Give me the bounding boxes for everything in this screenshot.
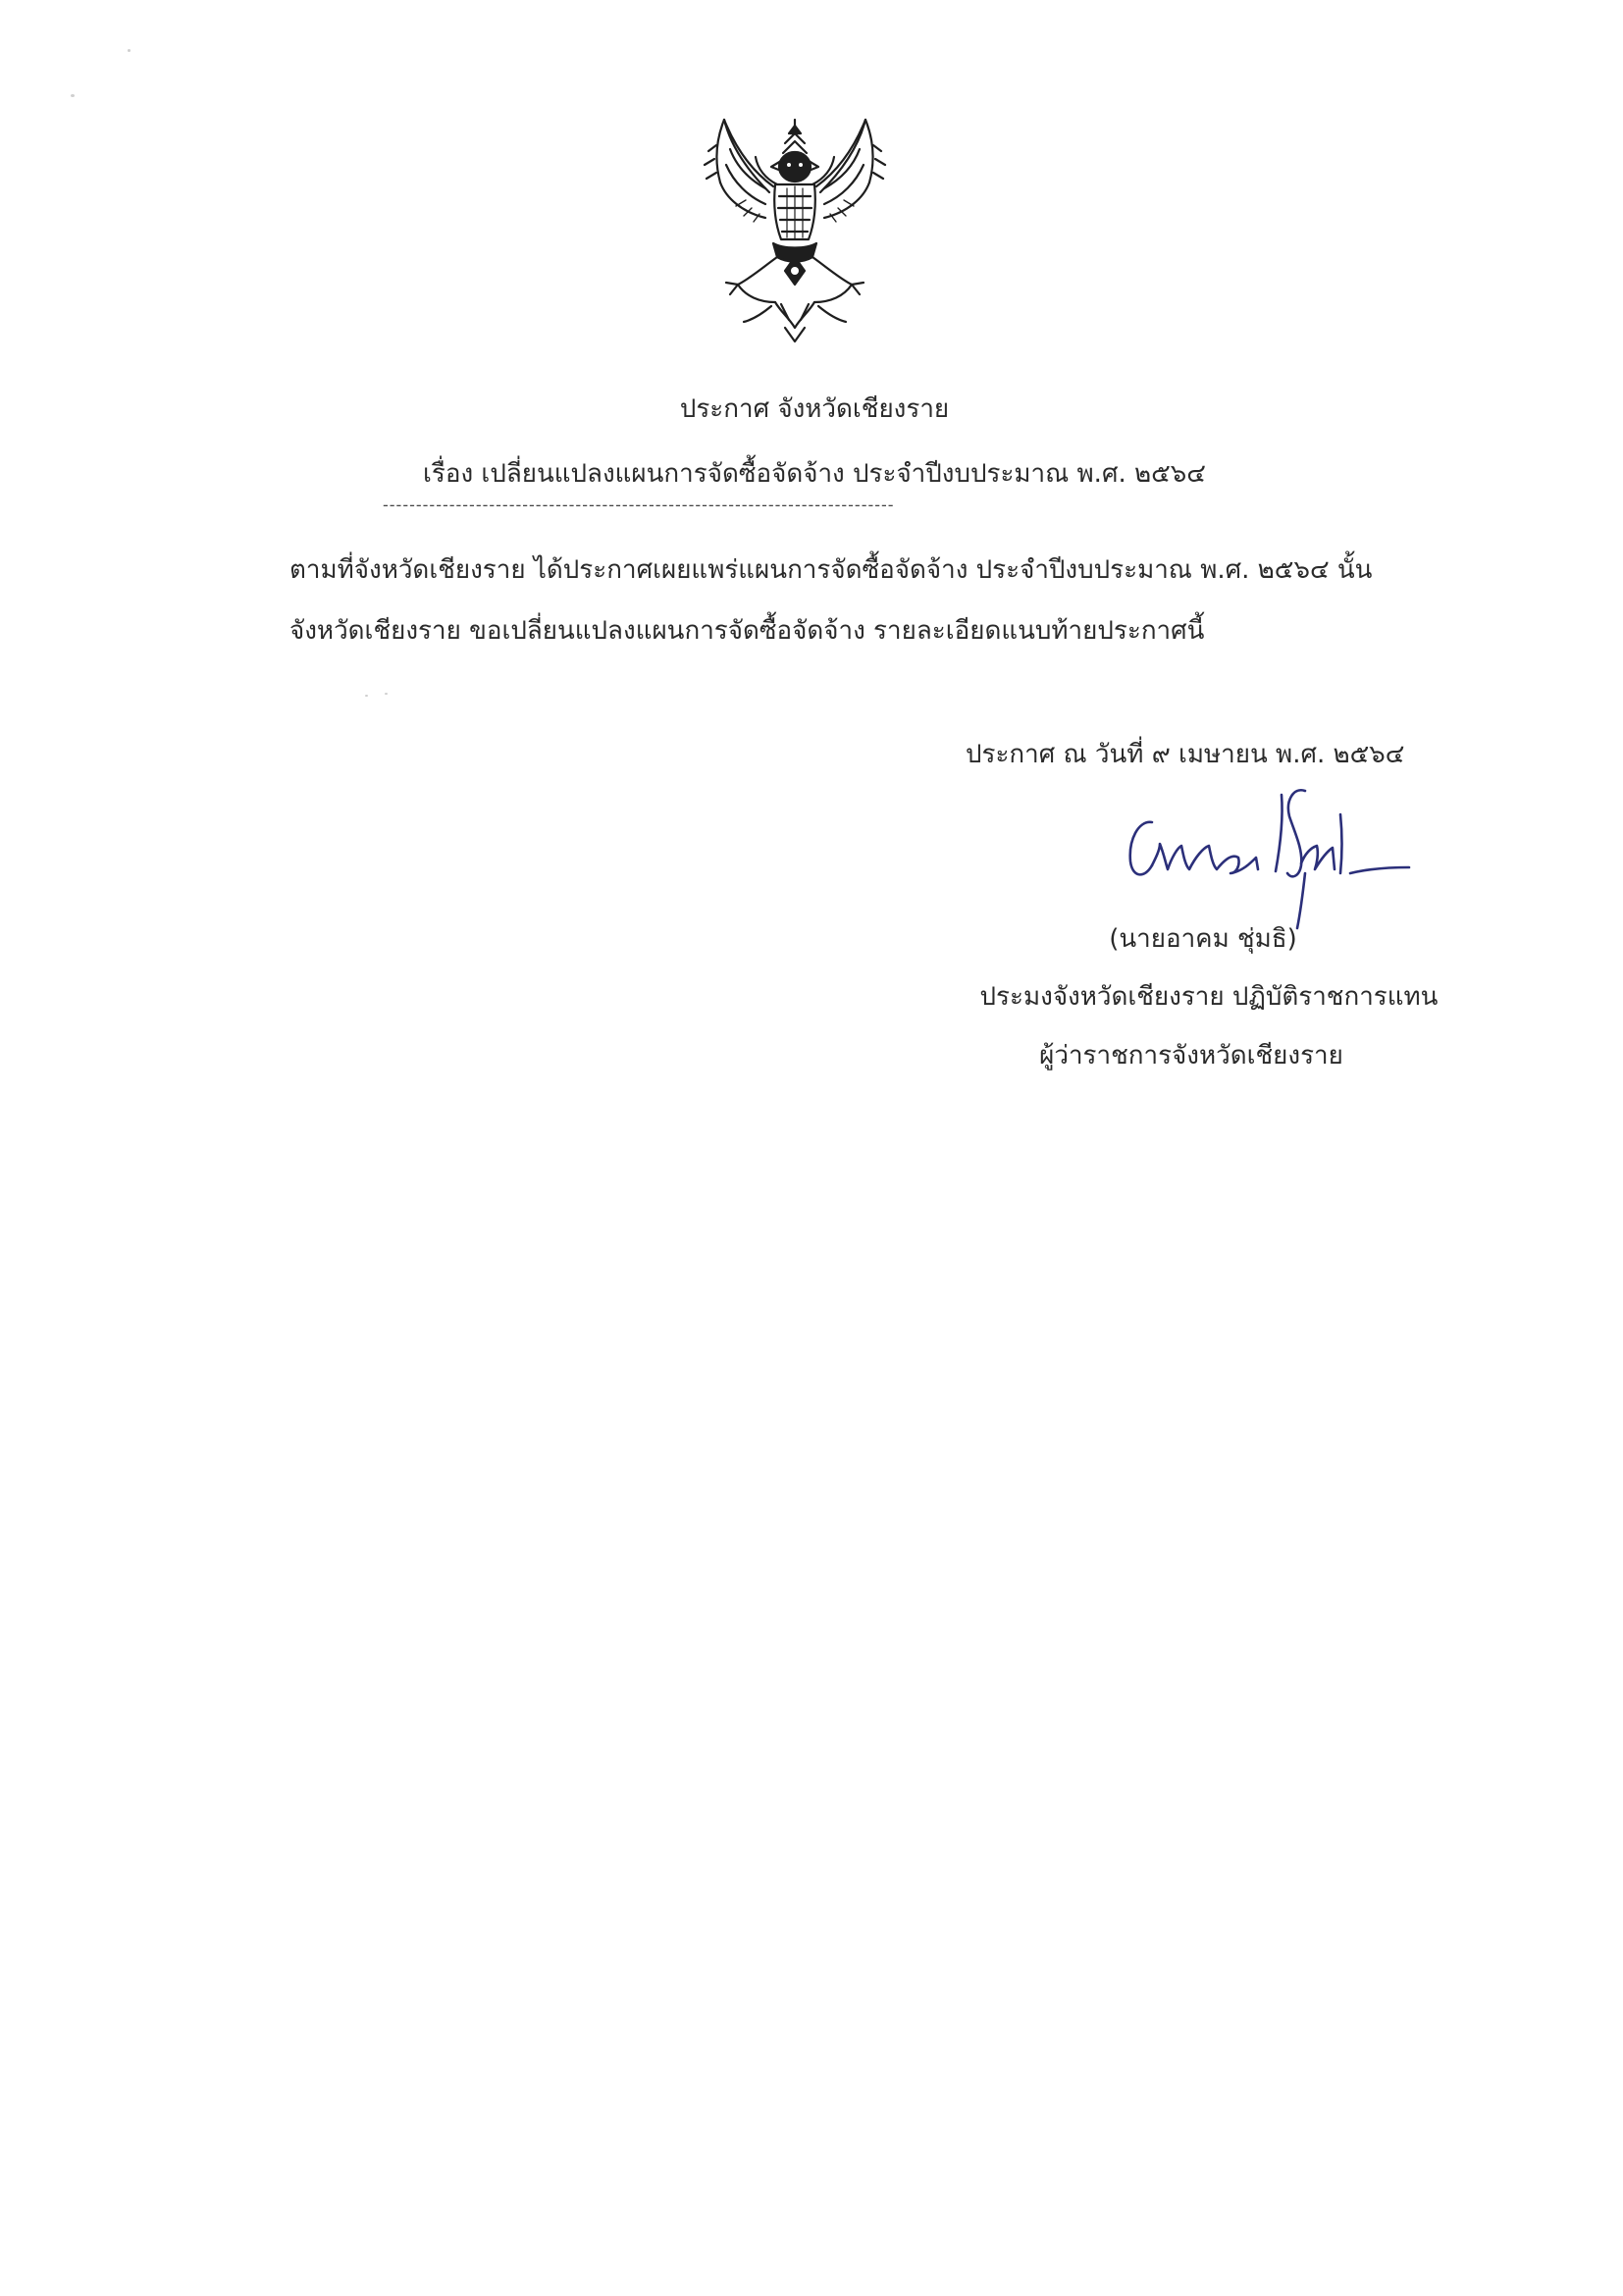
announcement-date: ประกาศ ณ วันที่ ๙ เมษายน พ.ศ. ๒๕๖๔ <box>966 740 1405 769</box>
scan-speck <box>71 94 75 97</box>
signer-position: ประมงจังหวัดเชียงราย ปฏิบัติราชการแทน <box>979 982 1439 1012</box>
scan-speck <box>385 693 388 695</box>
garuda-emblem-icon <box>687 110 903 345</box>
document-subject: เรื่อง เปลี่ยนแปลงแผนการจัดซื้อจัดจ้าง ประจำปีงบประมาณ พ.ศ. ๒๕๖๔ <box>423 459 1206 489</box>
body-paragraph-line: จังหวัดเชียงราย ขอเปลี่ยนแปลงแผนการจัดซื้อจัดจ้าง รายละเอียดแนบท้ายประกาศนี้ <box>289 616 1205 646</box>
separator-line: ----------------------------------------------------------------------------- <box>383 496 895 514</box>
document-title: ประกาศ จังหวัดเชียงราย <box>679 394 950 424</box>
scan-speck <box>128 49 131 52</box>
signer-name: (นายอาคม ชุ่มธิ) <box>1109 924 1297 954</box>
signer-role: ผู้ว่าราชการจังหวัดเชียงราย <box>1039 1041 1343 1070</box>
body-paragraph-line: ตามที่จังหวัดเชียงราย ได้ประกาศเผยแพร่แผนการจัดซื้อจัดจ้าง ประจำปีงบประมาณ พ.ศ. ๒๕๖๔ นั้น <box>289 555 1373 585</box>
scan-speck <box>365 695 368 697</box>
